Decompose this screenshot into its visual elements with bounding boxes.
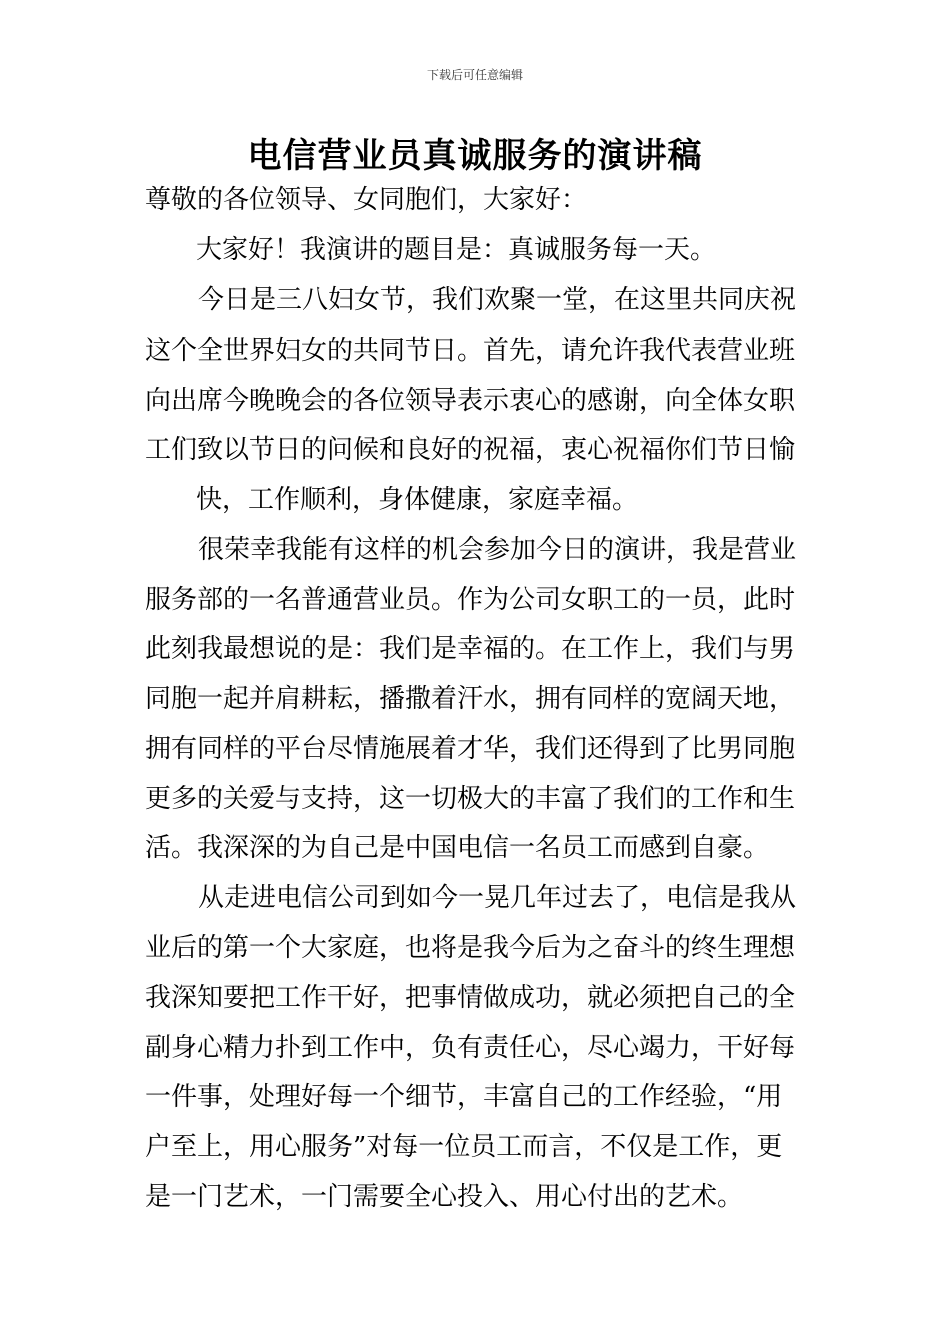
paragraph-line: 同胞一起并肩耕耘，播撒着汗水，拥有同样的宽阔天地， xyxy=(145,684,796,714)
paragraph-line: 此刻我最想说的是：我们是幸福的。在工作上，我们与男 xyxy=(145,634,796,664)
paragraph-line: 业后的第一个大家庭，也将是我今后为之奋斗的终生理想 xyxy=(145,933,796,963)
paragraph-line: 很荣幸我能有这样的机会参加今日的演讲，我是营业 xyxy=(198,535,797,565)
header-note: 下载后可任意编辑 xyxy=(426,68,523,82)
paragraph-line: 今日是三八妇女节，我们欢聚一堂，在这里共同庆祝 xyxy=(198,285,797,315)
paragraph-line: 工们致以节日的问候和良好的祝福，衷心祝福你们节日愉 xyxy=(145,435,796,465)
paragraph-line: 快，工作顺利，身体健康，家庭幸福。 xyxy=(196,485,639,515)
paragraph-line: 是一门艺术，一门需要全心投入、用心付出的艺术。 xyxy=(145,1182,744,1212)
paragraph-line: 活。我深深的为自己是中国电信一名员工而感到自豪。 xyxy=(145,833,770,863)
salutation-line: 尊敬的各位领导、女同胞们，大家好： xyxy=(145,185,588,215)
paragraph-line: 从走进电信公司到如今一晃几年过去了，电信是我从 xyxy=(198,883,797,913)
document-title: 电信营业员真诚服务的演讲稿 xyxy=(247,136,703,176)
paragraph-line: 服务部的一名普通营业员。作为公司女职工的一员，此时 xyxy=(145,585,796,615)
paragraph-line: 副身心精力扑到工作中，负有责任心，尽心竭力，干好每 xyxy=(145,1033,796,1063)
paragraph-line: 我深知要把工作干好，把事情做成功，就必须把自己的全 xyxy=(145,983,796,1013)
paragraph-line: 这个全世界妇女的共同节日。首先，请允许我代表营业班 xyxy=(145,336,796,366)
paragraph-line: 更多的关爱与支持，这一切极大的丰富了我们的工作和生 xyxy=(145,784,796,814)
paragraph-line: 向出席今晚晚会的各位领导表示衷心的感谢，向全体女职 xyxy=(145,386,796,416)
paragraph-line: 户至上，用心服务”对每一位员工而言，不仅是工作，更 xyxy=(145,1132,783,1162)
paragraph-line: 拥有同样的平台尽情施展着才华，我们还得到了比男同胞 xyxy=(145,734,796,764)
paragraph-line: 一件事，处理好每一个细节，丰富自己的工作经验，“用 xyxy=(145,1082,783,1112)
paragraph-line: 大家好！我演讲的题目是：真诚服务每一天。 xyxy=(196,235,717,265)
